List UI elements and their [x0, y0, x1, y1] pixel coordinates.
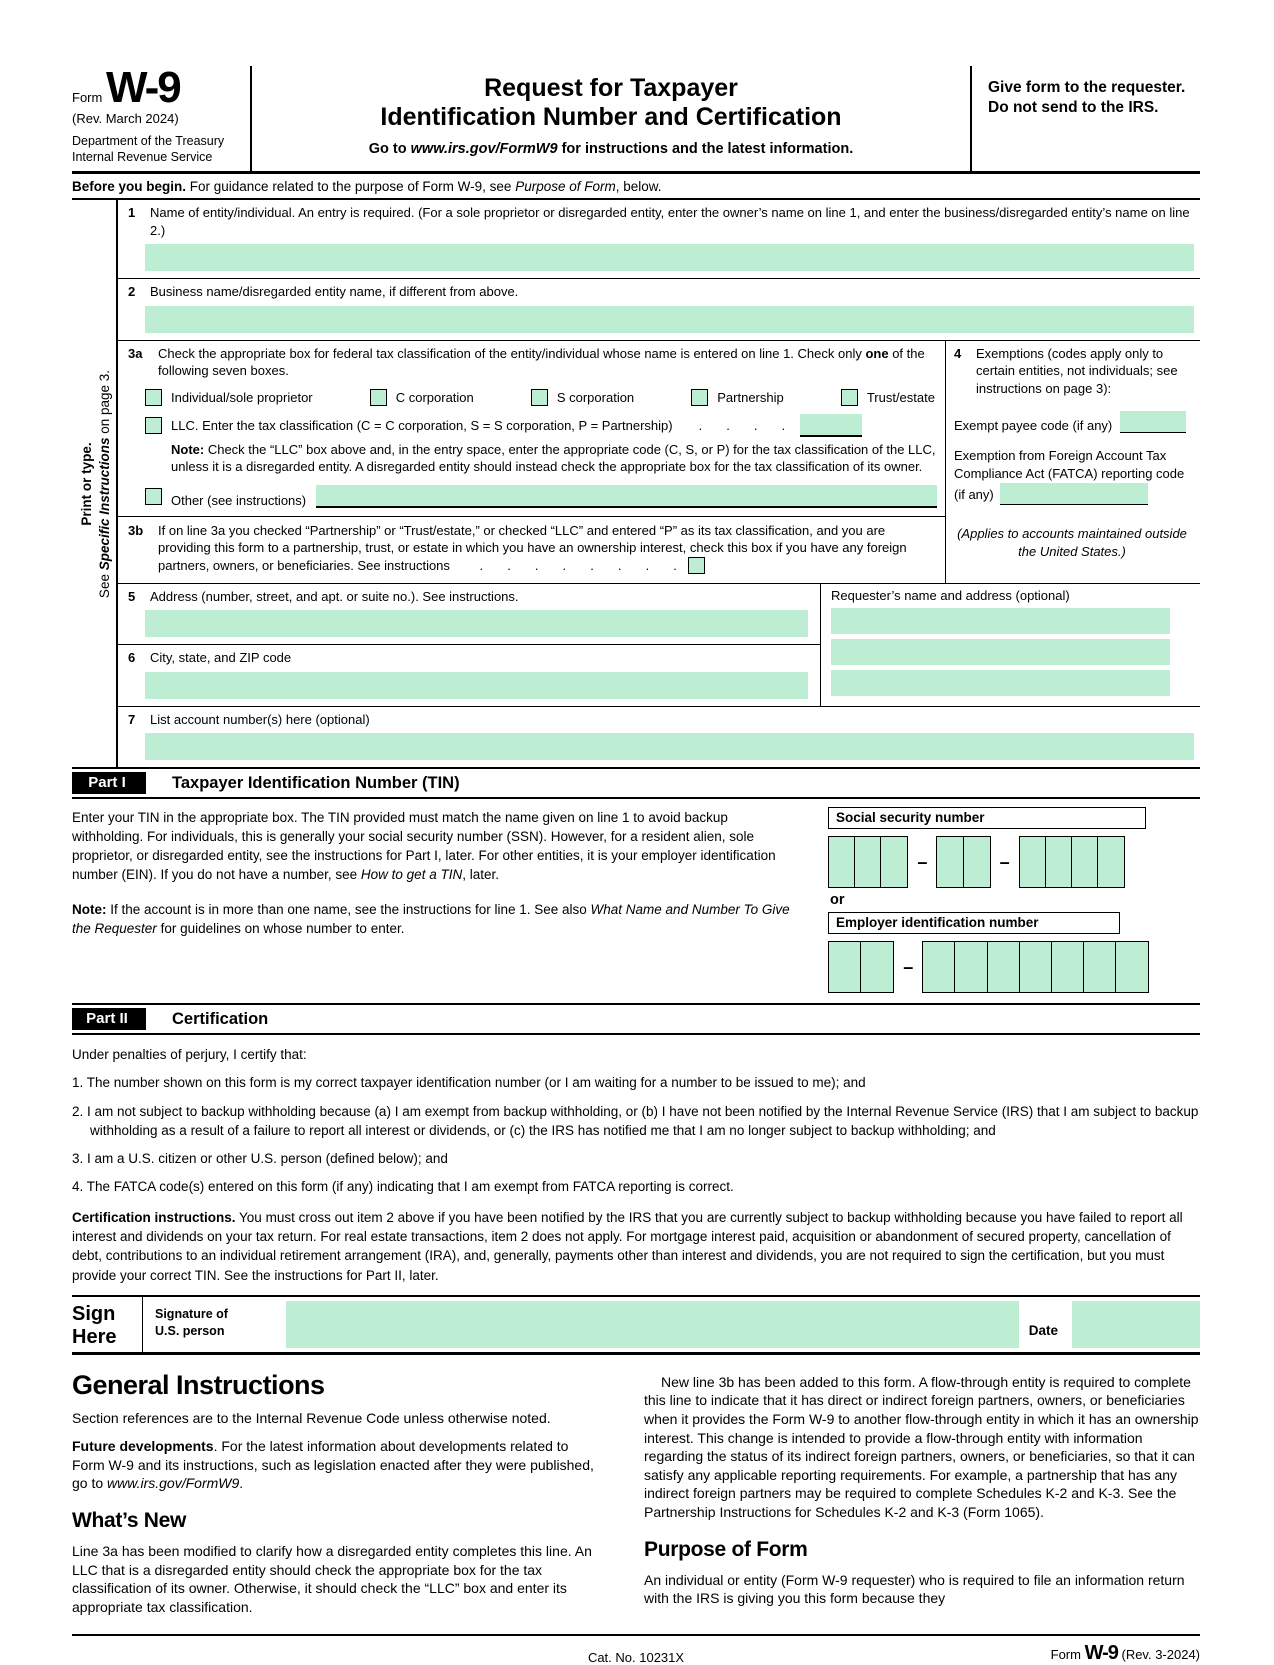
line5-row	[118, 584, 820, 645]
line1-label: Name of entity/individual. An entry is required. (For a sole proprietor or disregarded entity, enter the owner’s name on line 1, and enter the business/disregarded entity’s name on line 2.)	[150, 205, 1190, 238]
signature-input[interactable]	[286, 1301, 1019, 1348]
c-corporation-option	[370, 389, 474, 406]
part1-note-italic: What Name and Number To Give the Requester	[72, 901, 790, 936]
box4-number: 4	[954, 345, 962, 361]
line7-label: List account number(s) here (optional)	[150, 711, 370, 727]
certification-item-3: 3. I am a U.S. citizen or other U.S. person (defined below); and	[72, 1150, 448, 1166]
line3a-number: 3a	[128, 345, 143, 361]
line1-number: 1	[128, 205, 136, 221]
line6-row	[118, 644, 820, 706]
line2-row	[118, 279, 1200, 341]
fatca-code-input[interactable]	[1000, 483, 1148, 505]
ssn-digit-4[interactable]	[936, 836, 964, 888]
general-instructions-title: General Instructions	[72, 1369, 325, 1400]
before-italic: Purpose of Form	[515, 179, 616, 195]
part1-note-bold: Note:	[72, 901, 107, 917]
certification-item-1: 1. The number shown on this form is my correct taxpayer identification number (or I am waiting for a number to be issued to me); and	[72, 1075, 866, 1091]
here-word: Here	[72, 1325, 117, 1348]
ein-digit-6[interactable]	[1019, 941, 1053, 993]
business-name-input[interactable]	[145, 306, 1194, 333]
ein-digit-5[interactable]	[987, 941, 1021, 993]
part2-badge: Part II	[72, 1008, 146, 1030]
before-text2: , below.	[615, 179, 662, 195]
other-input[interactable]	[316, 485, 937, 508]
footer-form-number: W-9	[1084, 1642, 1118, 1665]
individual-option	[145, 389, 313, 406]
line2-number: 2	[128, 284, 136, 300]
form-body	[72, 200, 1200, 767]
part1-badge: Part I	[72, 772, 146, 794]
form-title-line2: Identification Number and Certification	[380, 102, 842, 131]
ein-digit-4[interactable]	[954, 941, 988, 993]
sign-word: Sign	[72, 1302, 116, 1325]
part1-text2: , later.	[462, 866, 499, 882]
w9-form-page	[72, 0, 1200, 1665]
llc-note-bold: Note:	[171, 441, 205, 457]
goto-text-pre: Go to	[368, 140, 411, 157]
individual-checkbox[interactable]	[145, 389, 162, 406]
line5-label: Address (number, street, and apt. or suite no.). See instructions.	[150, 588, 519, 604]
line7-number: 7	[128, 711, 136, 727]
llc-label: LLC. Enter the tax classification (C = C corporation, S = S corporation, P = Partnership)	[171, 417, 673, 433]
s-corporation-option	[531, 389, 634, 406]
part1-italic: How to get a TIN	[360, 866, 463, 882]
future-developments-paragraph	[72, 1437, 604, 1493]
future-developments-bold: Future developments	[72, 1438, 214, 1455]
ssn-digit-5[interactable]	[963, 836, 991, 888]
tin-entry-area	[824, 807, 1200, 993]
future-developments-text1: . For the latest information about developments related to Form W-9 and its instructions, such as legislation enacted after they were published, go to	[72, 1438, 594, 1492]
line3a-text2: of the following seven boxes.	[158, 345, 925, 379]
ein-dash: –	[903, 956, 914, 977]
ssn-cells	[828, 836, 1200, 888]
ein-digit-3[interactable]	[922, 941, 956, 993]
line3b-cell	[118, 517, 945, 583]
footer-revision: (Rev. 3-2024)	[1121, 1647, 1200, 1663]
line3a-bold-one: one	[865, 345, 889, 361]
partnership-option	[691, 389, 783, 406]
new-line-3b-paragraph: New line 3b has been added to this form. A flow-through entity is required to complete this line to indicate that it has direct or indirect foreign partners, owners, or beneficiaries when it provides the Form W-9 to another flow-through entity in which it has an ownership interest. This change is intended to provide a flow-through entity with information regarding the status of its indirect foreign partners, owners, or beneficiaries, so that it can satisfy any applicable reporting requirements. For example, a partnership that has any indirect foreign partners may be required to complete Schedules K-2 and K-3. See the Partnership Instructions for Schedules K-2 and K-3 (Form 1065).	[644, 1373, 1199, 1521]
line7-row	[118, 707, 1200, 768]
c-corporation-label: C corporation	[395, 389, 474, 405]
whats-new-paragraph: Line 3a has been modified to clarify how a disregarded entity completes this line. An LLC that is a disregarded entity should check the appropriate box for the tax classification of its owner. Otherwise, it should check the “LLC” box and enter its appropriate tax classification.	[72, 1542, 592, 1615]
llc-classification-input[interactable]	[800, 414, 862, 437]
classification-section	[118, 341, 1200, 584]
line3b-dot-leaders: . . . . . . . .	[479, 558, 678, 574]
line6-label: City, state, and ZIP code	[150, 650, 292, 666]
certification-intro: Under penalties of perjury, I certify that:	[72, 1047, 307, 1063]
part1-paragraph	[72, 809, 802, 885]
foreign-partners-checkbox[interactable]	[688, 557, 705, 574]
other-checkbox[interactable]	[145, 488, 162, 505]
fatca-label: Exemption from Foreign Account Tax Compliance Act (FATCA) reporting code (if any)	[954, 448, 1185, 503]
s-corporation-checkbox[interactable]	[531, 389, 548, 406]
certification-instructions-bold: Certification instructions.	[72, 1210, 236, 1226]
us-person-label: U.S. person	[155, 1323, 225, 1338]
section-references-paragraph: Section references are to the Internal Revenue Code unless otherwise noted.	[72, 1410, 551, 1427]
box4-label: Exemptions (codes apply only to certain entities, not individuals; see instructions on page 3):	[976, 345, 1178, 396]
part1-note-text2: for guidelines on whose number to enter.	[156, 920, 405, 936]
trust-estate-label: Trust/estate	[866, 389, 935, 405]
form-id-block	[72, 63, 252, 171]
department-label: Department of the Treasury	[72, 133, 225, 148]
ein-digit-7[interactable]	[1051, 941, 1085, 993]
general-instructions-section	[72, 1355, 1200, 1617]
classification-left-column	[118, 341, 946, 583]
ein-digit-8[interactable]	[1083, 941, 1117, 993]
ein-digit-1[interactable]	[828, 941, 862, 993]
s-corporation-label: S corporation	[556, 389, 635, 405]
address-section	[118, 584, 1200, 707]
form-number: W-9	[105, 63, 180, 112]
form-word: Form	[72, 90, 103, 105]
line1-row	[118, 200, 1200, 279]
or-label: or	[830, 892, 845, 909]
catalog-number: Cat. No. 10231X	[587, 1650, 685, 1665]
box4-exemptions-cell	[946, 341, 1200, 583]
form-header	[72, 63, 1200, 174]
part1-title: Taxpayer Identification Number (TIN)	[172, 773, 460, 792]
line6-number: 6	[128, 650, 136, 666]
llc-dot-leaders: . . . .	[698, 417, 787, 433]
line5-number: 5	[128, 588, 136, 604]
part1-note	[72, 901, 802, 939]
on-page-label: on page 3.	[97, 369, 112, 438]
exempt-payee-row	[954, 411, 1190, 433]
address-left-column	[118, 584, 821, 706]
name-input[interactable]	[145, 244, 1194, 271]
future-developments-url: www.irs.gov/FormW9	[107, 1475, 240, 1492]
part1-note-text1: If the account is in more than one name, see the instructions for line 1. See also	[106, 901, 591, 917]
agency-label: Internal Revenue Service	[72, 149, 213, 164]
trust-estate-option	[841, 389, 935, 406]
ssn-digit-3[interactable]	[880, 836, 908, 888]
ein-cells	[828, 941, 1200, 993]
before-text1: For guidance related to the purpose of Form W-9, see	[186, 179, 516, 195]
address-input[interactable]	[145, 610, 808, 637]
requester-label: Requester’s name and address (optional)	[831, 587, 1070, 603]
line3a-text1: Check the appropriate box for federal tax classification of the entity/individual whose name is entered on line 1. Check only	[158, 345, 866, 361]
trust-estate-checkbox[interactable]	[841, 389, 858, 406]
certification-item-4: 4. The FATCA code(s) entered on this form (if any) indicating that I am exempt from FATCA reporting is correct.	[72, 1178, 734, 1194]
line2-label: Business name/disregarded entity name, if different from above.	[150, 284, 519, 300]
instructions-left-column	[72, 1371, 604, 1617]
requester-input-line2[interactable]	[831, 639, 1170, 665]
ein-digit-9[interactable]	[1115, 941, 1149, 993]
llc-checkbox[interactable]	[145, 417, 162, 434]
llc-option	[145, 414, 937, 437]
partnership-checkbox[interactable]	[691, 389, 708, 406]
other-label: Other (see instructions)	[171, 492, 307, 508]
part1-content	[72, 799, 1200, 1005]
line3a-label	[158, 345, 937, 380]
other-option	[145, 485, 937, 508]
ein-digit-2[interactable]	[860, 941, 894, 993]
ein-label: Employer identification number	[828, 912, 1120, 934]
before-bold: Before you begin.	[72, 179, 187, 195]
date-label: Date	[1028, 1322, 1058, 1338]
requester-input-line3[interactable]	[831, 670, 1170, 696]
form-title-block	[252, 66, 972, 171]
line3b-text: If on line 3a you checked “Partnership” or “Trust/estate,” or checked “LLC” and entered “P” as its tax classification, and you are providing this form to a partnership, trust, or estate in which you have an ownership interest, check this box if you have any foreign partners, owners, or beneficiaries. See instructions	[158, 522, 907, 574]
requester-input-line1[interactable]	[831, 608, 1170, 634]
goto-url: www.irs.gov/FormW9	[410, 140, 558, 157]
instructions-right-column	[644, 1371, 1200, 1617]
form-fields	[116, 200, 1200, 767]
print-or-type-label: Print or type.	[78, 442, 94, 526]
ssn-digit-6[interactable]	[1019, 836, 1047, 888]
ssn-dash-2: –	[999, 851, 1010, 872]
ssn-label: Social security number	[828, 807, 1146, 829]
certification-instructions	[72, 1208, 1200, 1285]
date-input[interactable]	[1072, 1301, 1200, 1348]
account-numbers-input[interactable]	[145, 733, 1194, 760]
applies-note: (Applies to accounts maintained outside the United States.)	[957, 526, 1187, 559]
certification-item-2: 2. I am not subject to backup withholding because (a) I am exempt from backup withholding, or (b) I have not been notified by the Internal Revenue Service (IRS) that I am subject to backup withholding as a result of a failure to report all interest or dividends, or (c) the IRS has notified me that I am no longer subject to backup withholding; and	[72, 1103, 1199, 1138]
ssn-digit-8[interactable]	[1071, 836, 1099, 888]
tax-classification-checkboxes	[145, 389, 935, 406]
form-title-line1: Request for Taxpayer	[484, 74, 738, 102]
individual-label: Individual/sole proprietor	[171, 389, 313, 405]
llc-note-text: Check the “LLC” box above and, in the entry space, enter the appropriate code (C, S, or P) for the tax classification of the LLC, unless it is a disregarded entity. A disregarded entity should instead check the appropriate box for the tax classification of its owner.	[171, 441, 936, 475]
sign-here-section	[72, 1297, 1200, 1355]
c-corporation-checkbox[interactable]	[370, 389, 387, 406]
part2-title: Certification	[172, 1009, 269, 1028]
give-form-note: Give form to the requester. Do not send to the IRS.	[988, 79, 1186, 117]
certification-instructions-text: You must cross out item 2 above if you have been notified by the IRS that you are currently subject to backup withholding because you have failed to report all interest and dividends on your tax return. For real estate transactions, item 2 does not apply. For mortgage interest paid, acquisition or abandonment of secured property, cancellation of debt, contributions to an individual retirement arrangement (IRA), and, generally, payments other than interest and dividends, you are not required to sign the certification, but you must provide your correct TIN. See the instructions for Part II, later.	[72, 1210, 1183, 1283]
exempt-payee-label: Exempt payee code (if any)	[954, 418, 1113, 434]
ssn-digit-1[interactable]	[828, 836, 856, 888]
purpose-of-form-paragraph: An individual or entity (Form W-9 requester) who is required to file an information return with the IRS is giving you this form because they	[644, 1571, 1185, 1607]
part1-instructions	[72, 807, 824, 993]
part2-bar	[72, 1005, 1200, 1035]
see-label: See	[97, 569, 112, 598]
line3b-number: 3b	[128, 522, 144, 538]
line3a-cell	[118, 341, 945, 517]
ssn-digit-7[interactable]	[1045, 836, 1073, 888]
before-you-begin	[72, 174, 1200, 200]
form-revision: (Rev. March 2024)	[72, 110, 179, 126]
part1-bar	[72, 767, 1200, 799]
print-or-type-sidebar	[72, 200, 116, 767]
partnership-label: Partnership	[717, 389, 784, 405]
future-developments-text2: .	[239, 1475, 244, 1492]
footer	[72, 1636, 1200, 1665]
line3b-label	[158, 522, 937, 575]
part2-content	[72, 1035, 1200, 1297]
ssn-digit-2[interactable]	[854, 836, 882, 888]
purpose-of-form-title: Purpose of Form	[644, 1537, 808, 1561]
fatca-row	[954, 447, 1190, 505]
city-state-zip-input[interactable]	[145, 672, 808, 699]
footer-form-word: Form	[1050, 1647, 1081, 1663]
llc-note	[171, 441, 937, 476]
ssn-dash-1: –	[917, 851, 928, 872]
whats-new-title: What’s New	[72, 1508, 187, 1532]
ssn-digit-9[interactable]	[1097, 836, 1125, 888]
goto-text-post: for instructions and the latest information.	[557, 140, 854, 157]
specific-instructions-label: Specific Instructions	[97, 437, 112, 570]
requester-cell	[821, 584, 1200, 706]
part1-text1: Enter your TIN in the appropriate box. The TIN provided must match the name given on line 1 to avoid backup withholding. For individuals, this is generally your social security number (SSN). However, for a resident alien, sole proprietor, or disregarded entity, see the instructions for Part I, later. For other entities, it is your employer identification number (EIN). If you do not have a number, see	[72, 810, 776, 882]
exempt-payee-code-input[interactable]	[1120, 411, 1186, 433]
signature-of-label: Signature of	[155, 1306, 228, 1321]
